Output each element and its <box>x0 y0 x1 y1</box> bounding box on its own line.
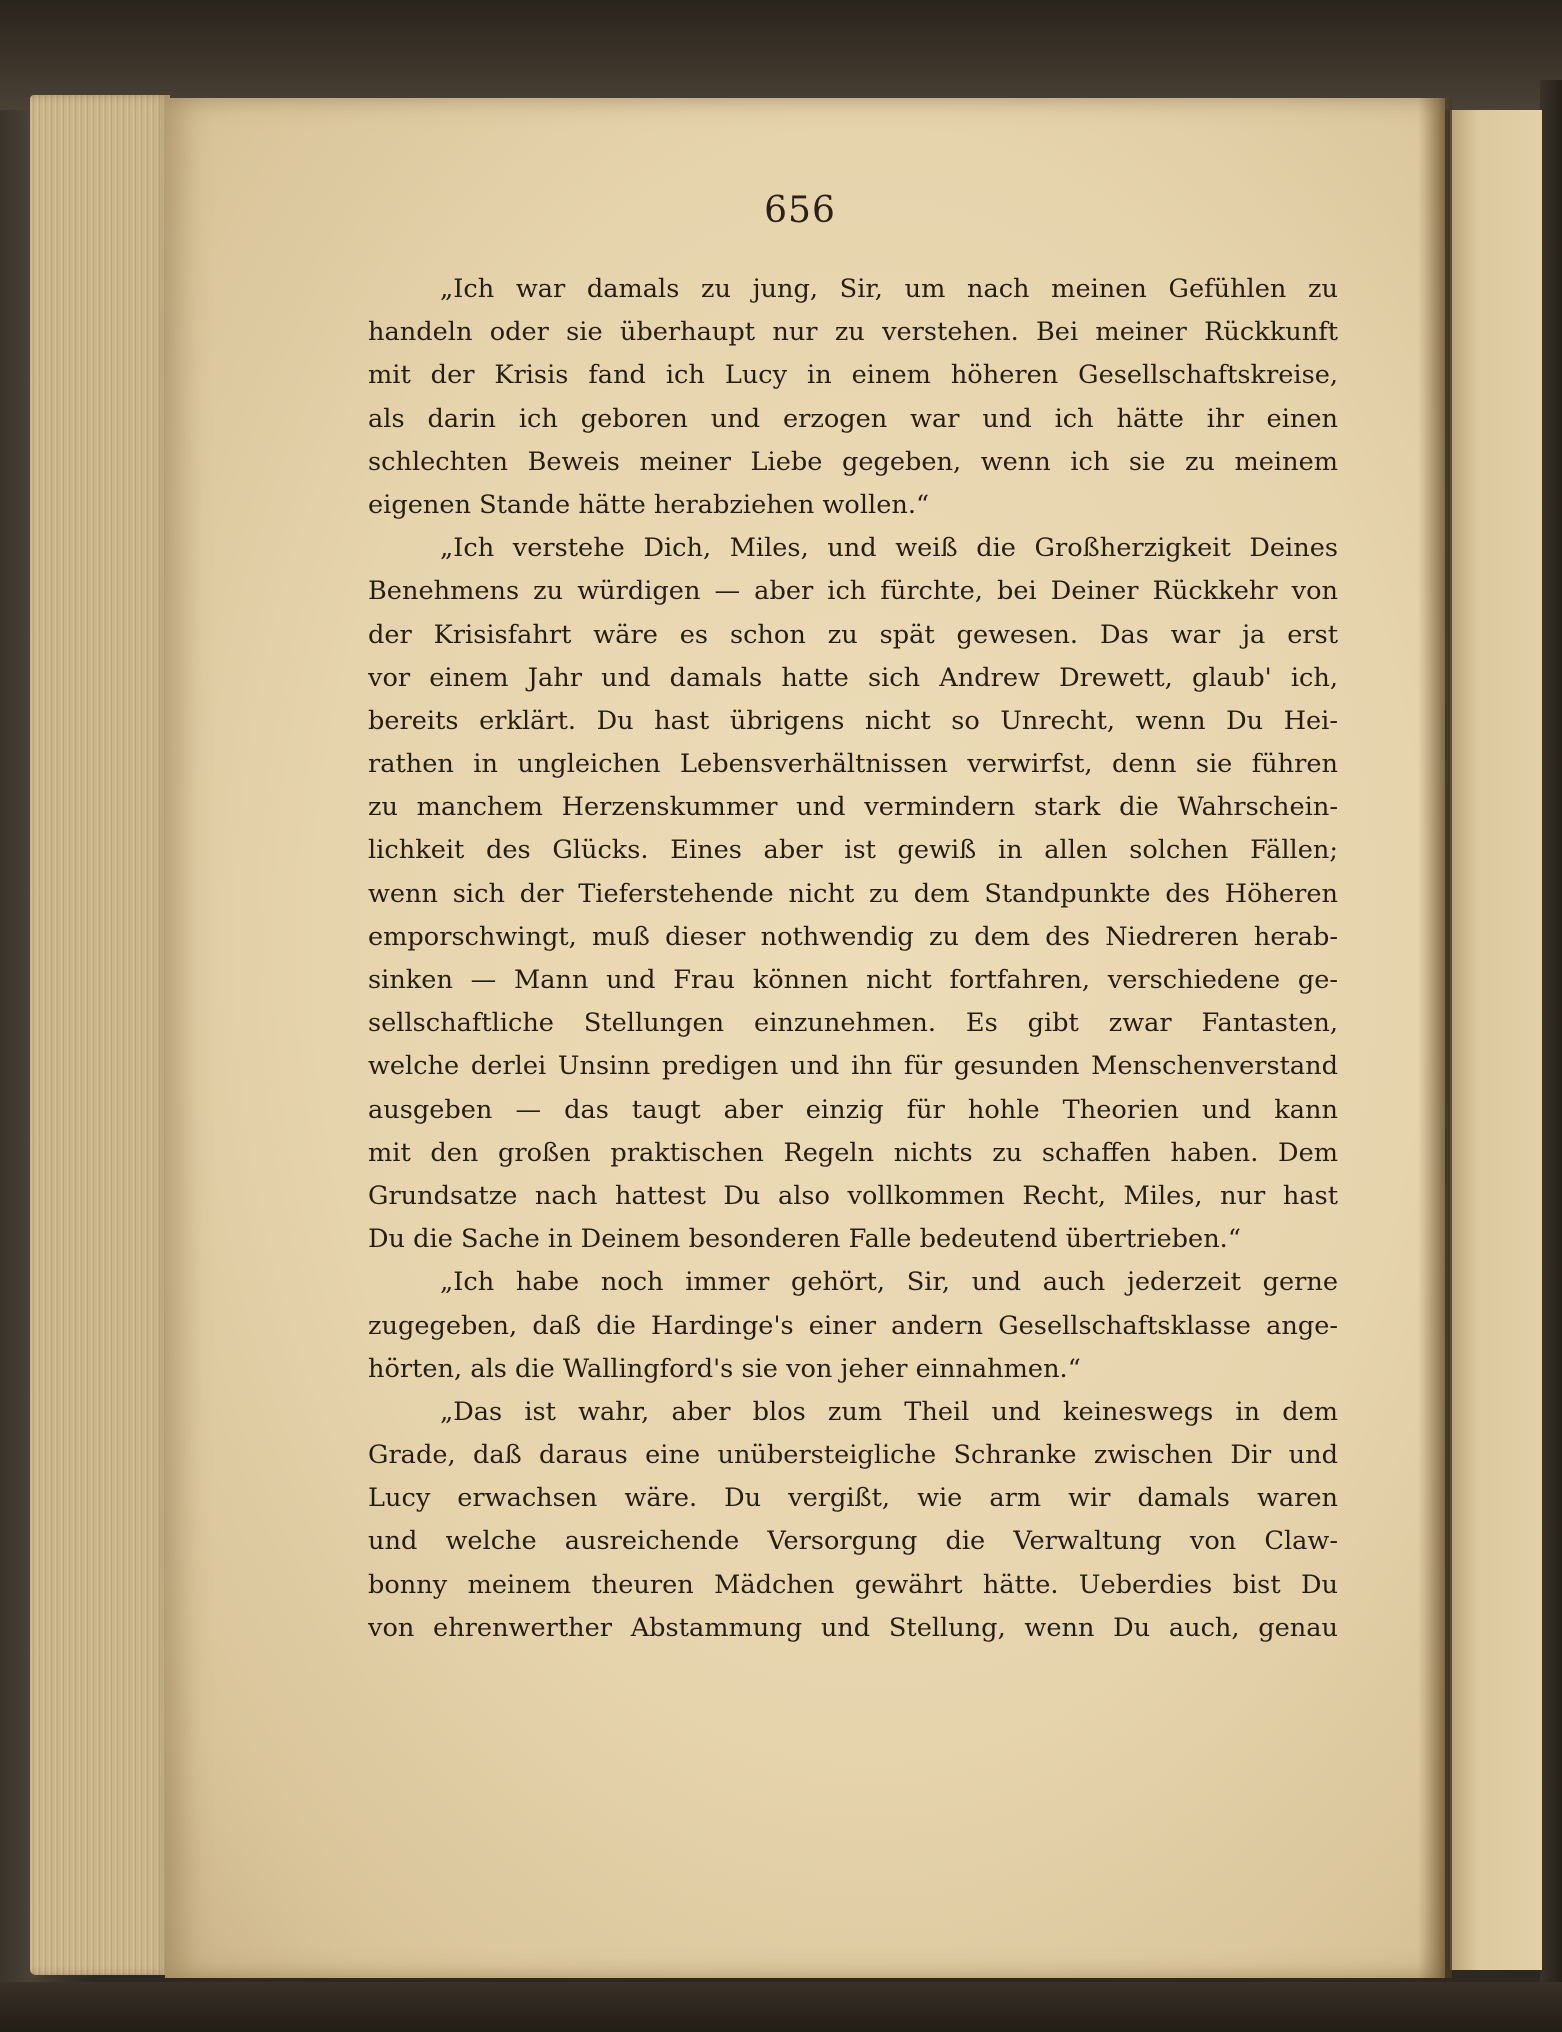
text-line: Grade, daß daraus eine unübersteigliche Schranke zwischen Dir und <box>368 1440 1338 1471</box>
text-line: bereits erklärt. Du hast übrigens nicht so Unrecht, wenn Du Hei- <box>368 705 1338 736</box>
book-cover-bottom <box>0 1982 1562 2032</box>
text-line: „Das ist wahr, aber blos zum Theil und keineswegs in dem <box>440 1396 1338 1427</box>
text-line: mit der Krisis fand ich Lucy in einem höheren Gesellschaftskreise, <box>368 360 1338 391</box>
text-line: und welche ausreichende Versorgung die Verwaltung von Claw- <box>368 1526 1338 1557</box>
text-line: lichkeit des Glücks. Eines aber ist gewiß in allen solchen Fällen; <box>368 835 1338 866</box>
page-gutter <box>1418 98 1452 1978</box>
text-line: zu manchem Herzenskummer und vermindern stark die Wahrschein- <box>368 792 1338 823</box>
text-line: handeln oder sie überhaupt nur zu verstehen. Bei meiner Rückkunft <box>368 317 1338 348</box>
book-cover-top <box>0 0 1562 110</box>
facing-page-edge <box>1450 110 1542 1970</box>
text-line: wenn sich der Tieferstehende nicht zu dem Standpunkte des Höheren <box>368 878 1338 909</box>
text-line: Lucy erwachsen wäre. Du vergißt, wie arm wir damals waren <box>368 1483 1338 1514</box>
text-line: von ehrenwerther Abstammung und Stellung, wenn Du auch, genau <box>368 1612 1338 1643</box>
text-line: hörten, als die Wallingford's sie von jeher einnahmen.“ <box>368 1353 1081 1384</box>
text-line: als darin ich geboren und erzogen war und ich hätte ihr einen <box>368 403 1338 434</box>
page-number: 656 <box>764 190 836 231</box>
text-line: schlechten Beweis meiner Liebe gegeben, wenn ich sie zu meinem <box>368 446 1338 477</box>
text-line: sellschaftliche Stellungen einzunehmen. Es gibt zwar Fantasten, <box>368 1008 1338 1039</box>
text-line: sinken — Mann und Frau können nicht fortfahren, verschiedene ge- <box>368 965 1338 995</box>
text-line: „Ich verstehe Dich, Miles, und weiß die Großherzigkeit Deines <box>440 533 1338 564</box>
text-line: rathen in ungleichen Lebensverhältnissen verwirfst, denn sie führen <box>368 749 1338 780</box>
text-line: welche derlei Unsinn predigen und ihn für gesunden Menschenverstand <box>368 1051 1338 1082</box>
book-cover-right <box>1540 80 1562 2020</box>
text-line: mit den großen praktischen Regeln nichts zu schaffen haben. Dem <box>368 1137 1338 1168</box>
text-line: vor einem Jahr und damals hatte sich Andrew Drewett, glaub' ich, <box>368 662 1338 693</box>
page-text <box>368 268 1338 1650</box>
text-line: zugegeben, daß die Hardinge's einer andern Gesellschaftsklasse ange- <box>368 1310 1338 1341</box>
page-edges <box>30 95 170 1975</box>
text-line: „Ich war damals zu jung, Sir, um nach meinen Gefühlen zu <box>440 274 1338 304</box>
text-line: ausgeben — das taugt aber einzig für hohle Theorien und kann <box>368 1094 1338 1125</box>
text-line: Grundsatze nach hattest Du also vollkommen Recht, Miles, nur hast <box>368 1180 1338 1211</box>
text-line: der Krisisfahrt wäre es schon zu spät gewesen. Das war ja erst <box>368 619 1338 650</box>
text-line: emporschwingt, muß dieser nothwendig zu dem des Niedreren herab- <box>368 921 1338 952</box>
text-line: Benehmens zu würdigen — aber ich fürchte, bei Deiner Rückkehr von <box>368 576 1338 607</box>
text-line: „Ich habe noch immer gehört, Sir, und auch jederzeit gerne <box>440 1267 1338 1298</box>
text-line: Du die Sache in Deinem besonderen Falle bedeutend übertrieben.“ <box>368 1224 1241 1255</box>
text-line: bonny meinem theuren Mädchen gewährt hätte. Ueberdies bist Du <box>368 1569 1338 1600</box>
text-line: eigenen Stande hätte herabziehen wollen.“ <box>368 489 930 520</box>
